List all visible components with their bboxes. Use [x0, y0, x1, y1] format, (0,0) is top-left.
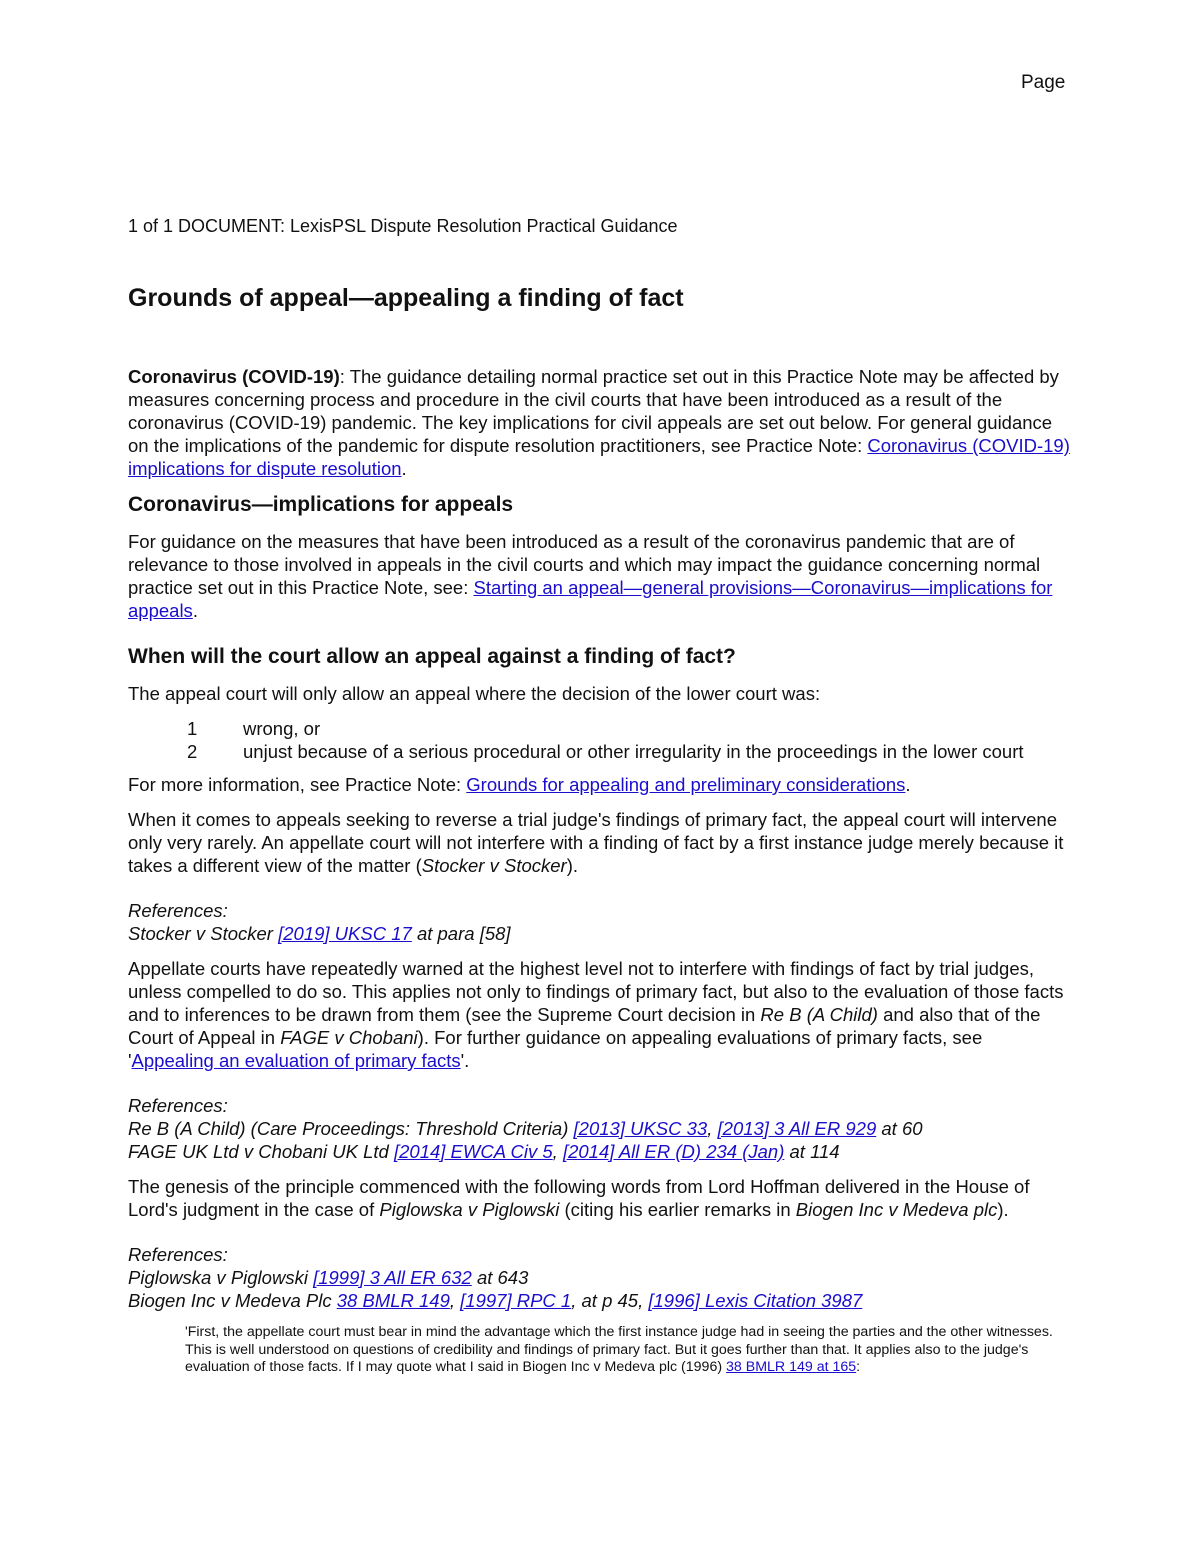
case-name: FAGE v Chobani: [280, 1027, 418, 1048]
separator: ,: [449, 1290, 461, 1311]
citation-link[interactable]: [1996] Lexis Citation 3987: [648, 1290, 863, 1311]
covid-implications-link[interactable]: Coronavirus (COVID-19) implications for dispute resolution: [128, 435, 1070, 479]
citation-link[interactable]: [2014] All ER (D) 234 (Jan): [562, 1141, 785, 1162]
reference-line: [128, 1140, 1073, 1163]
grounds-for-appealing-link[interactable]: Grounds for appealing and preliminary considerations: [466, 774, 906, 795]
list-item-text: wrong, or: [243, 718, 321, 739]
citation-link[interactable]: [1999] 3 All ER 632: [313, 1267, 472, 1288]
list-item: [187, 740, 1073, 763]
citation-link[interactable]: 38 BMLR 149: [336, 1290, 450, 1311]
appealing-evaluation-link[interactable]: Appealing an evaluation of primary facts: [131, 1050, 461, 1071]
primary-fact-paragraph: [128, 808, 1073, 877]
reference-line: [128, 1266, 1073, 1289]
section-heading-covid-appeals: Coronavirus—implications for appeals: [128, 493, 514, 516]
reference-suffix: at 114: [784, 1141, 840, 1162]
list-item-number: 1: [187, 718, 198, 739]
case-name: Stocker v Stocker: [421, 855, 567, 876]
starting-appeal-link[interactable]: Starting an appeal—general provisions—Coronavirus—implications for appeals: [128, 577, 1053, 621]
case-name: Stocker v Stocker: [128, 923, 279, 944]
separator: ,: [552, 1141, 563, 1162]
citation-link[interactable]: [2013] 3 All ER 929: [717, 1118, 877, 1139]
covid-intro-end: .: [401, 458, 407, 479]
primary-fact-end: ).: [566, 855, 579, 876]
citation-link[interactable]: [2013] UKSC 33: [573, 1118, 708, 1139]
references-label: References:: [128, 900, 228, 921]
reference-suffix: at 60: [876, 1118, 923, 1139]
page-title: Grounds of appeal—appealing a finding of fact: [128, 284, 684, 312]
references-block: [128, 1243, 1073, 1312]
list-item-number: 2: [187, 741, 198, 762]
paragraph-text: and also that of the Court of Appeal in: [128, 1004, 1041, 1048]
case-name: Re B (A Child) (Care Proceedings: Threshold Criteria): [128, 1118, 574, 1139]
quotation-end: :: [856, 1359, 861, 1375]
quotation-text: 'First, the appellate court must bear in mind the advantage which the first instance judge had in seeing the parties and the other witnesses. This is well understood on questions of credibility and findings of primary fact. But it goes further than that. It applies also to the judge's evaluation of those facts. If I may quote what I said in Biogen Inc v Medeva plc (1996): [185, 1324, 1053, 1375]
reference-line: [128, 922, 1073, 945]
covid-label: Coronavirus (COVID-19): [128, 366, 340, 387]
primary-fact-text: When it comes to appeals seeking to reverse a trial judge's findings of primary fact, the appeal court will intervene only very rarely. An appellate court will not interfere with a finding of fact by a first instance judge merely because it takes a different view of the matter (: [128, 809, 1064, 876]
more-info-text: For more information, see Practice Note:: [128, 774, 467, 795]
references-block: [128, 899, 1073, 945]
citation-link[interactable]: 38 BMLR 149 at 165: [726, 1359, 857, 1375]
paragraph-text: ). For further guidance on appealing evaluations of primary facts, see ': [128, 1027, 983, 1071]
covid-intro-text: : The guidance detailing normal practice set out in this Practice Note may be affected by measures concerning process and procedure in the civil courts that have been introduced as a result of the coronavirus (COVID-19) pandemic. The key implications for civil appeals are set out below. For general guidance on the implications of the pandemic for dispute resolution practitioners, see Practice Note:: [128, 366, 1059, 456]
reference-suffix: at 643: [471, 1267, 529, 1288]
paragraph-text: The genesis of the principle commenced with the following words from Lord Hoffman delivered in the House of Lord's judgment in the case of: [128, 1176, 1030, 1220]
grounds-list: [128, 717, 1073, 763]
case-name: Piglowska v Piglowski: [128, 1267, 314, 1288]
reference-suffix: at para [58]: [411, 923, 511, 944]
references-block: [128, 1094, 1073, 1163]
more-info-paragraph: [128, 773, 1073, 796]
covid-appeals-paragraph: [128, 530, 1073, 622]
case-name: Biogen Inc v Medeva plc: [795, 1199, 998, 1220]
paragraph-text: '.: [460, 1050, 470, 1071]
appellate-warning-paragraph: [128, 957, 1073, 1072]
more-info-end: .: [905, 774, 911, 795]
reference-suffix: , at p 45,: [571, 1290, 649, 1311]
reference-line: [128, 1289, 1073, 1312]
list-item: [187, 717, 1073, 740]
list-item-text: unjust because of a serious procedural or other irregularity in the proceedings in the lower court: [243, 741, 1024, 762]
quotation-block: [185, 1324, 1073, 1377]
reference-line: [128, 1117, 1073, 1140]
references-label: References:: [128, 1095, 228, 1116]
covid-appeals-end: .: [192, 600, 198, 621]
paragraph-text: Appellate courts have repeatedly warned at the highest level not to interfere with findings of fact by trial judges, unless compelled to do so. This applies not only to findings of primary fact, but also to the evaluation of those facts and to inferences to be drawn from them (see the Supreme Court decision in: [128, 958, 1064, 1025]
genesis-paragraph: [128, 1175, 1073, 1221]
document-line: 1 of 1 DOCUMENT: LexisPSL Dispute Resolution Practical Guidance: [128, 216, 678, 236]
paragraph-text: ).: [997, 1199, 1009, 1220]
section-heading-when-allow: When will the court allow an appeal against a finding of fact?: [128, 645, 736, 668]
appeal-intro-paragraph: The appeal court will only allow an appeal where the decision of the lower court was:: [128, 683, 821, 704]
separator: ,: [707, 1118, 718, 1139]
case-name: Re B (A Child): [760, 1004, 878, 1025]
covid-intro-paragraph: [128, 365, 1073, 480]
references-label: References:: [128, 1244, 228, 1265]
page-label: Page: [1021, 72, 1066, 93]
paragraph-text: (citing his earlier remarks in: [559, 1199, 796, 1220]
case-name: Piglowska v Piglowski: [379, 1199, 560, 1220]
citation-link[interactable]: [2014] EWCA Civ 5: [393, 1141, 553, 1162]
case-name: Biogen Inc v Medeva Plc: [128, 1290, 337, 1311]
citation-link[interactable]: [1997] RPC 1: [460, 1290, 572, 1311]
citation-link[interactable]: [2019] UKSC 17: [278, 923, 412, 944]
case-name: FAGE UK Ltd v Chobani UK Ltd: [128, 1141, 394, 1162]
covid-appeals-text: For guidance on the measures that have been introduced as a result of the coronavirus pandemic that are of relevance to those involved in appeals in the civil courts and which may impact the guidance concerning normal practice set out in this Practice Note, see:: [128, 531, 1041, 598]
document-body: [128, 283, 1073, 1377]
